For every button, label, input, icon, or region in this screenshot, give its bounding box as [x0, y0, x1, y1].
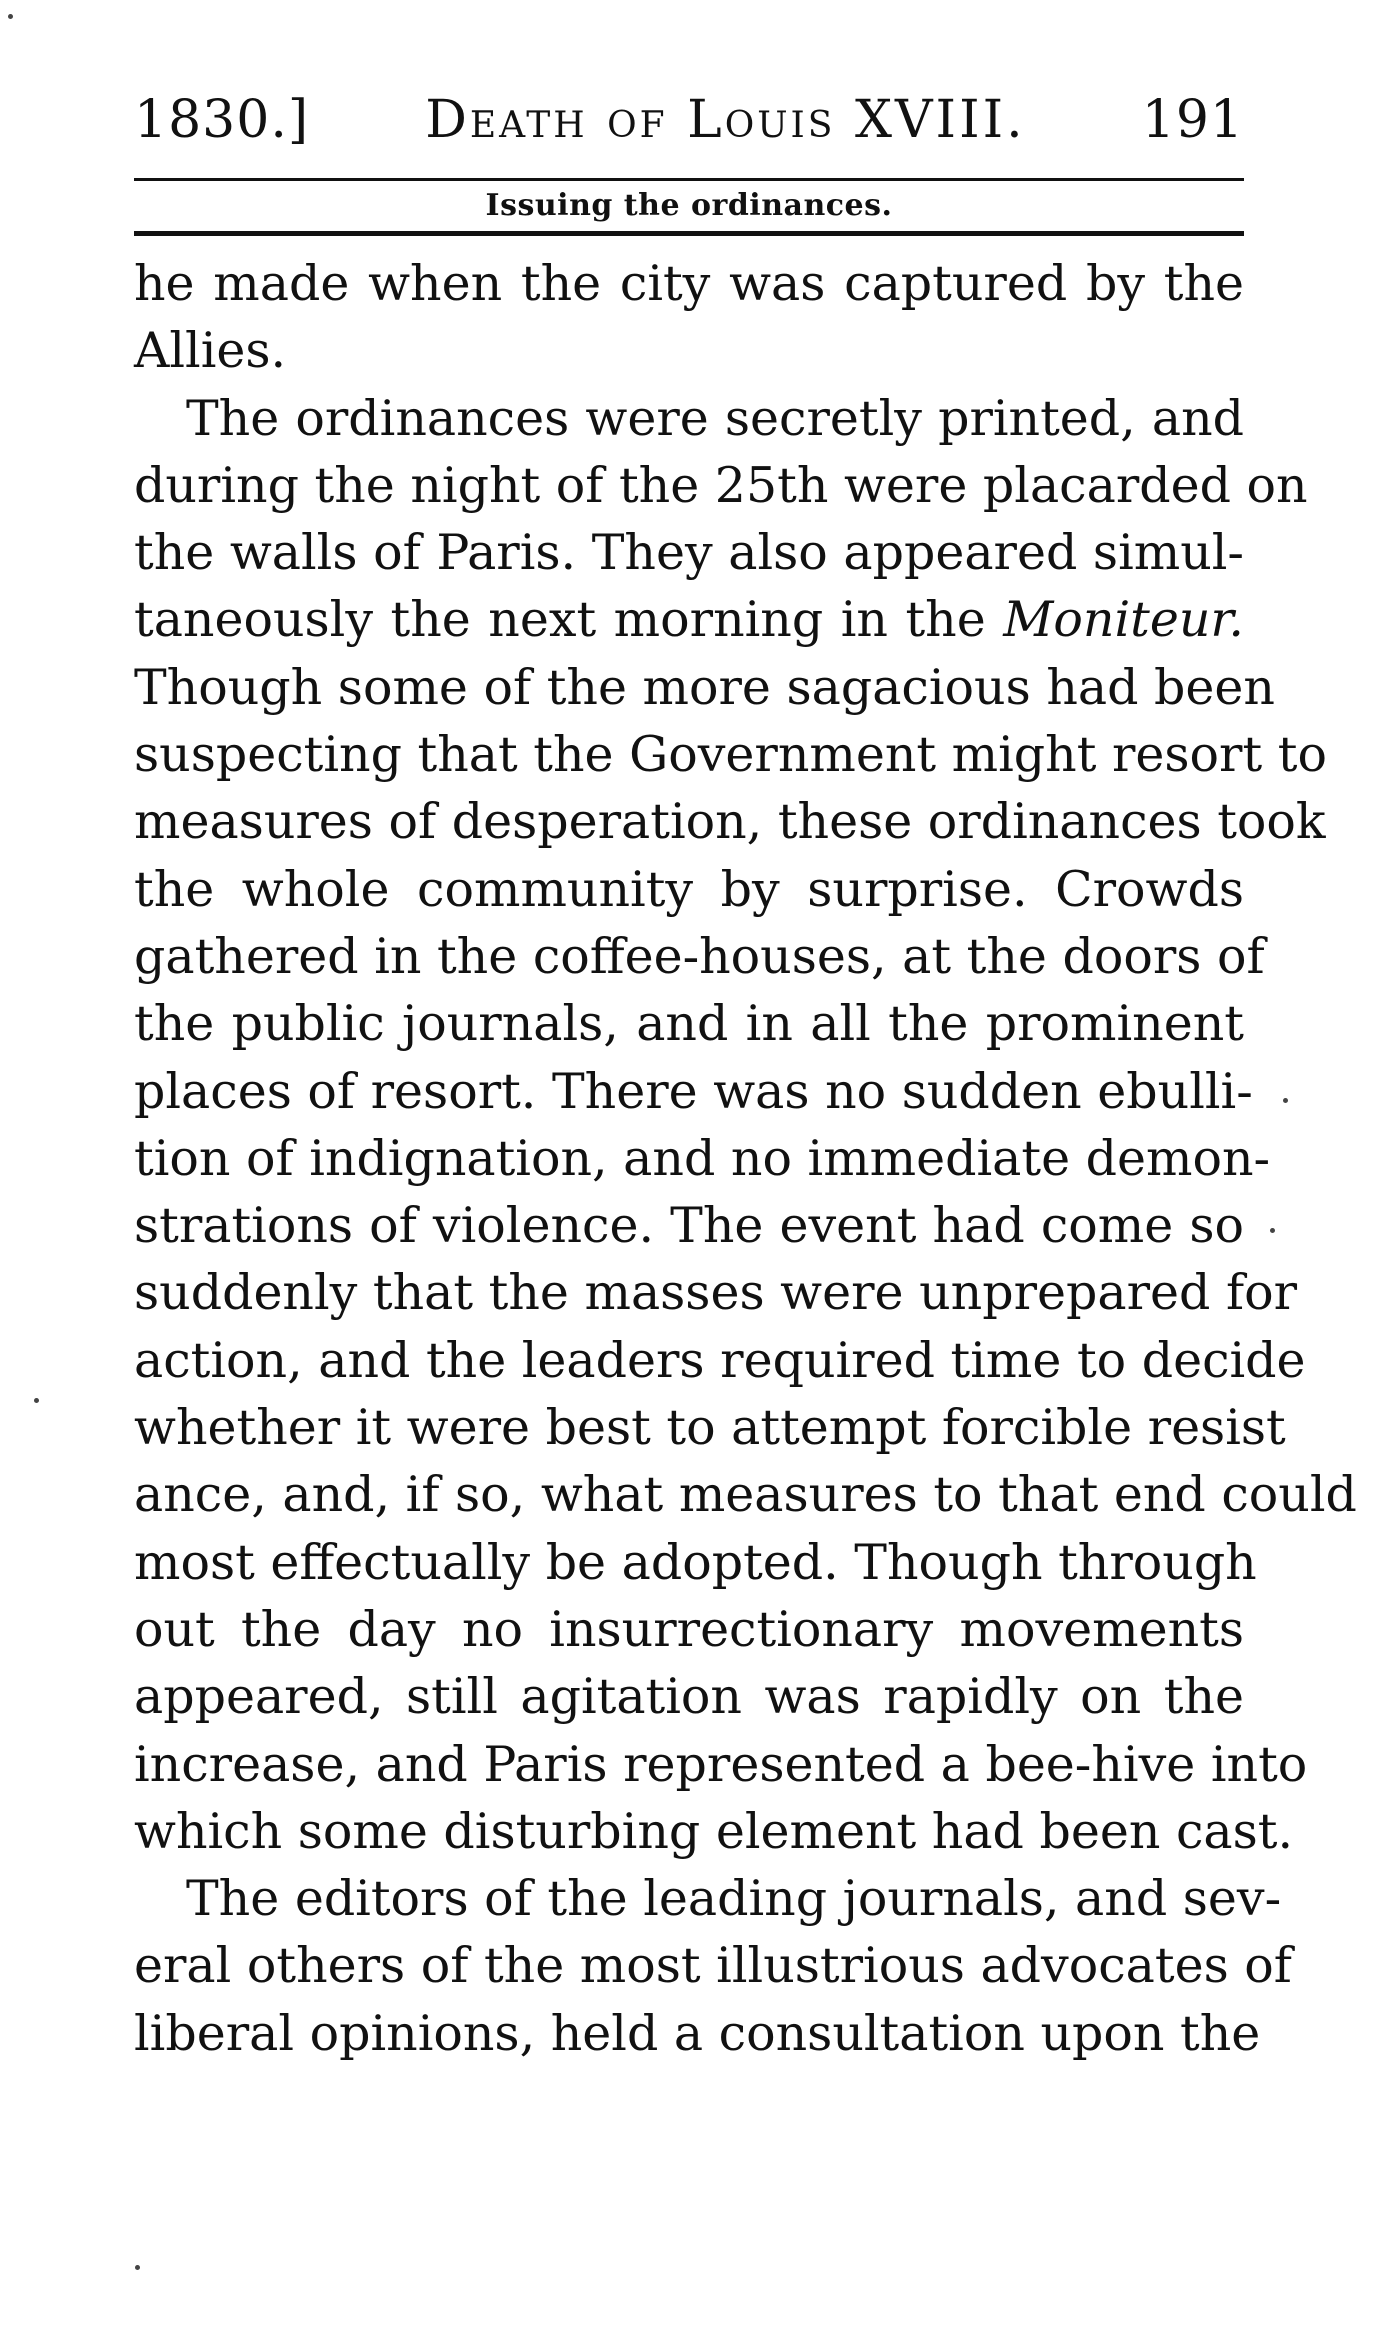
text-line-italic [134, 586, 1244, 653]
text-line: whether it were best to attempt forcible resist [134, 1399, 1286, 1457]
text-line: places of resort. There was no sudden ebulli- [134, 1062, 1253, 1120]
text-line: appeared, still agitation was rapidly on the [134, 1668, 1244, 1726]
text-line: measures of desperation, these ordinances took [134, 793, 1326, 851]
paragraph-3 [134, 1865, 1292, 2067]
text-line: suddenly that the masses were unprepared for [134, 1264, 1298, 1322]
text-line: the public journals, and in all the prominent [134, 995, 1244, 1053]
text-line: Though some of the more sagacious had been [134, 658, 1275, 716]
text-line: most effectually be adopted. Though through [134, 1533, 1257, 1591]
text-line: he made when the city was captured by the [134, 255, 1244, 312]
header-title: Death of Louis XVIII. [425, 90, 1026, 150]
paragraph-2 [134, 385, 1357, 1866]
text-line: eral others of the most illustrious advocates of [134, 1937, 1292, 1995]
text-line: Allies. [134, 322, 287, 380]
text-line: strations of violence. The event had come so [134, 1197, 1244, 1255]
text-line: The editors of the leading journals, and sev- [186, 1870, 1282, 1928]
line-prefix: taneously the next morning in the [134, 591, 1004, 649]
italic-moniteur: Moniteur. [1003, 591, 1244, 649]
header-year: 1830.] [134, 90, 310, 150]
text-line: The ordinances were secretly printed, and [186, 389, 1244, 447]
text-line: which some disturbing element had been cast. [134, 1802, 1294, 1860]
body-text [134, 250, 1357, 2067]
text-line: ance, and, if so, what measures to that end could [134, 1466, 1357, 1524]
text-line: during the night of the 25th were placarded on [134, 456, 1308, 514]
text-line: out the day no insurrectionary movements [134, 1600, 1244, 1658]
text-line: gathered in the coffee-houses, at the doors of [134, 927, 1265, 985]
text-line: liberal opinions, held a consultation upon the [134, 2004, 1261, 2062]
section-subheading: Issuing the ordinances. [485, 188, 893, 223]
header-page-number: 191 [1141, 90, 1244, 150]
paragraph-1 [134, 250, 1244, 385]
book-page [134, 90, 1357, 2067]
text-line: action, and the leaders required time to decide [134, 1331, 1306, 1389]
text-line: suspecting that the Government might resort to [134, 726, 1327, 784]
running-head [134, 90, 1244, 150]
text-line: the walls of Paris. They also appeared simul- [134, 524, 1244, 582]
text-line: tion of indignation, and no immediate demon- [134, 1129, 1271, 1187]
header-rule-bottom [134, 231, 1244, 236]
text-line: increase, and Paris represented a bee-hive into [134, 1735, 1308, 1793]
text-line: the whole community by surprise. Crowds [134, 860, 1244, 918]
